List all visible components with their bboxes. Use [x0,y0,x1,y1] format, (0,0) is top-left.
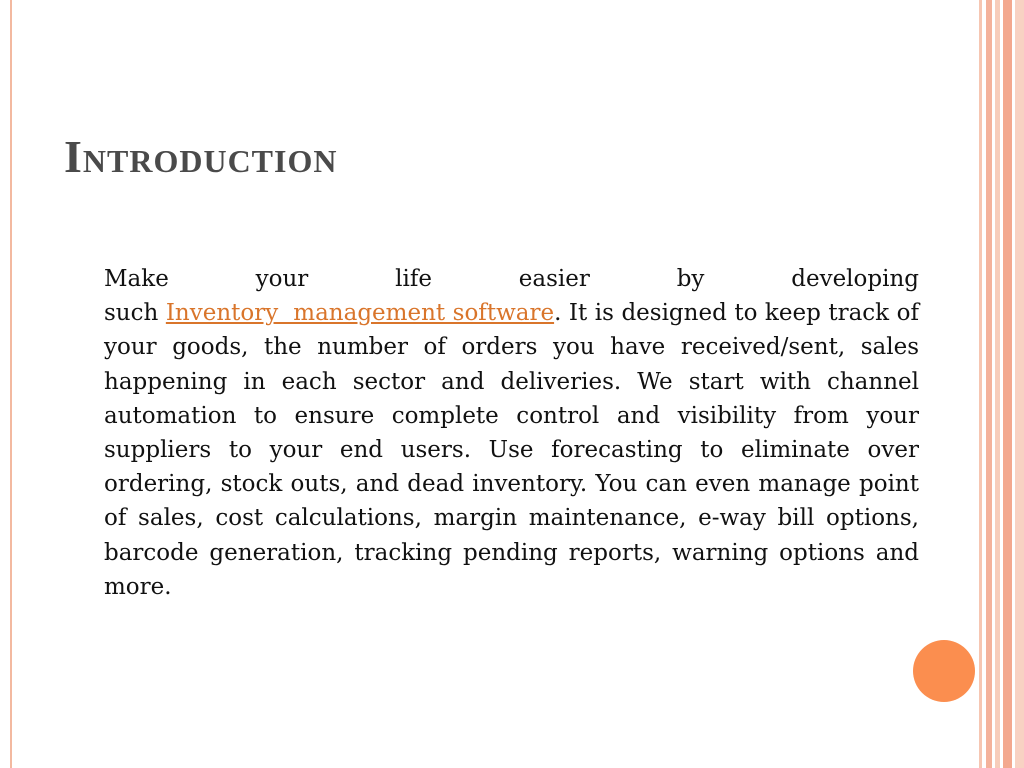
right-border-stripe [979,0,982,768]
left-border-line [10,0,12,768]
right-border-stripe [1003,0,1012,768]
right-border-stripe [1015,0,1024,768]
paragraph-text-before-link: such [104,300,166,327]
decorative-orange-dot [913,640,975,702]
inventory-software-link[interactable]: Inventory management software [165,300,555,327]
intro-paragraph [104,262,919,604]
paragraph-text-after-link: . It is designed to keep track of your goods, the number of orders you have received/sent, sales happening in each sector and deliveries. We start with channel automation to ensure complete control and visibility from your suppliers to your end users. Use forecasting to eliminate over ordering, stock outs, and dead inventory. You can even manage point of sales, cost calculations, margin maintenance, e-way bill options, barcode generation, tracking pending reports, warning options and more. [104,300,919,600]
slide-title: Introduction [64,131,338,182]
paragraph-first-line: Make your life easier by developing [104,266,919,292]
right-border-stripe [986,0,992,768]
right-border-stripe [995,0,1000,768]
